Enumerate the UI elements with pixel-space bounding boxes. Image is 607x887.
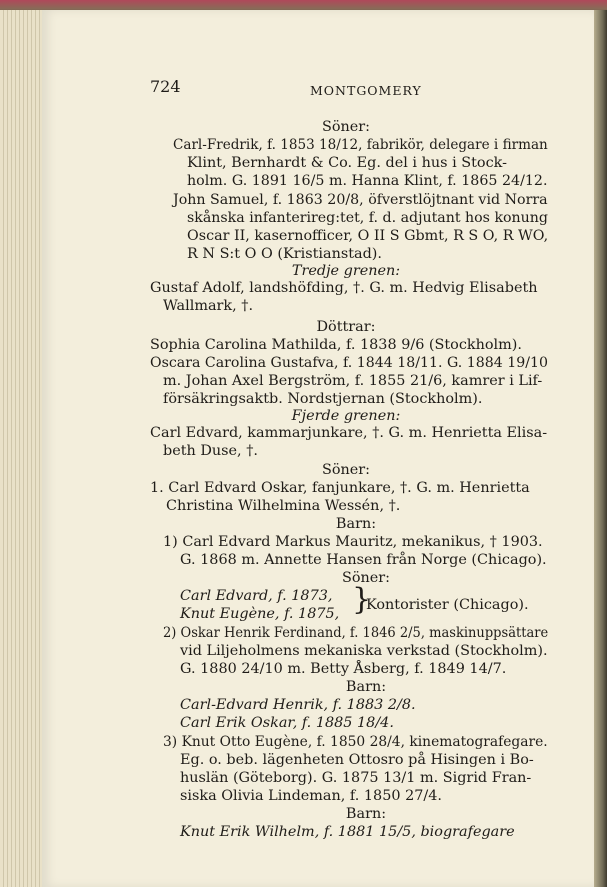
- text-line: Eg. o. beb. lägenheten Ottosro på Hisingen i Bo-: [180, 752, 534, 768]
- text-line: R N S:t O O (Kristianstad).: [187, 246, 382, 262]
- text-line: 3) Knut Otto Eugène, f. 1850 28/4, kinematografegare.: [163, 734, 548, 750]
- text-line: John Samuel, f. 1863 20/8, öfverstlöjtnant vid Norra: [173, 192, 548, 208]
- text-line: m. Johan Axel Bergström, f. 1855 21/6, kamrer i Lif-: [163, 373, 543, 389]
- heading-barn-1: Barn:: [335, 516, 377, 532]
- text-line: Carl-Edvard Henrik, f. 1883 2/8.: [180, 697, 416, 713]
- text-line: Christina Wilhelmina Wessén, †.: [166, 498, 401, 514]
- text-line: huslän (Göteborg). G. 1875 13/1 m. Sigrid Fran-: [180, 770, 532, 786]
- heading-dottrar: Döttrar:: [316, 319, 376, 335]
- text-line: Carl Erik Oskar, f. 1885 18/4.: [180, 715, 394, 731]
- text-line: Oscara Carolina Gustafva, f. 1844 18/11. G. 1884 19/10: [150, 355, 549, 371]
- running-title: MONTGOMERY: [310, 83, 422, 98]
- text-line: beth Duse, †.: [163, 443, 258, 459]
- text-line: skånska infanterireg:tet, f. d. adjutant hos konung: [187, 210, 548, 226]
- page-number: 724: [150, 77, 181, 96]
- text-line: 2) Oskar Henrik Ferdinand, f. 1846 2/5, maskinuppsättare: [163, 625, 549, 641]
- text-line: 1. Carl Edvard Oskar, fanjunkare, †. G. m. Henrietta: [150, 480, 530, 496]
- text-line: Wallmark, †.: [163, 298, 254, 314]
- heading-soner-1: Söner:: [321, 119, 371, 135]
- book-page-edges: [0, 10, 48, 887]
- text-line: siska Olivia Lindeman, f. 1850 27/4.: [180, 788, 442, 804]
- text-line: 1) Carl Edvard Markus Mauritz, mekanikus, † 1903.: [163, 534, 543, 550]
- text-line: Sophia Carolina Mathilda, f. 1838 9/6 (Stockholm).: [150, 337, 522, 353]
- heading-fjerde-grenen: Fjerde grenen:: [291, 408, 401, 424]
- text-line: Carl Edvard, kammarjunkare, †. G. m. Henrietta Elisa-: [150, 425, 548, 441]
- heading-tredje-grenen: Tredje grenen:: [291, 263, 401, 279]
- text-line: Gustaf Adolf, landshöfding, †. G. m. Hedvig Elisabeth: [150, 280, 538, 296]
- text-line: Kontorister (Chicago).: [366, 597, 529, 613]
- text-line: Carl-Fredrik, f. 1853 18/12, fabrikör, delegare i firman: [173, 137, 548, 153]
- heading-soner-2: Söner:: [321, 462, 371, 478]
- text-line: G. 1880 24/10 m. Betty Åsberg, f. 1849 14/7.: [180, 661, 507, 677]
- text-line: Knut Erik Wilhelm, f. 1881 15/5, biografegare: [180, 824, 515, 840]
- text-line: G. 1868 m. Annette Hansen från Norge (Chicago).: [180, 552, 547, 568]
- text-line: Carl Edvard, f. 1873,: [180, 588, 333, 604]
- text-line: försäkringsaktb. Nordstjernan (Stockholm).: [163, 391, 483, 407]
- text-line: Knut Eugène, f. 1875,: [180, 606, 340, 622]
- text-line: holm. G. 1891 16/5 m. Hanna Klint, f. 1865 24/12.: [187, 173, 548, 189]
- book-spine-shadow: [593, 10, 607, 887]
- heading-barn-2: Barn:: [345, 679, 387, 695]
- text-line: Oscar II, kasernofficer, O II S Gbmt, R S O, R WO,: [187, 228, 549, 244]
- heading-barn-3: Barn:: [345, 806, 387, 822]
- heading-soner-3: Söner:: [341, 570, 391, 586]
- text-line: Klint, Bernhardt & Co. Eg. del i hus i Stock-: [187, 155, 507, 171]
- brace-glyph: }: [352, 582, 372, 617]
- text-line: vid Liljeholmens mekaniska verkstad (Stockholm).: [180, 643, 548, 659]
